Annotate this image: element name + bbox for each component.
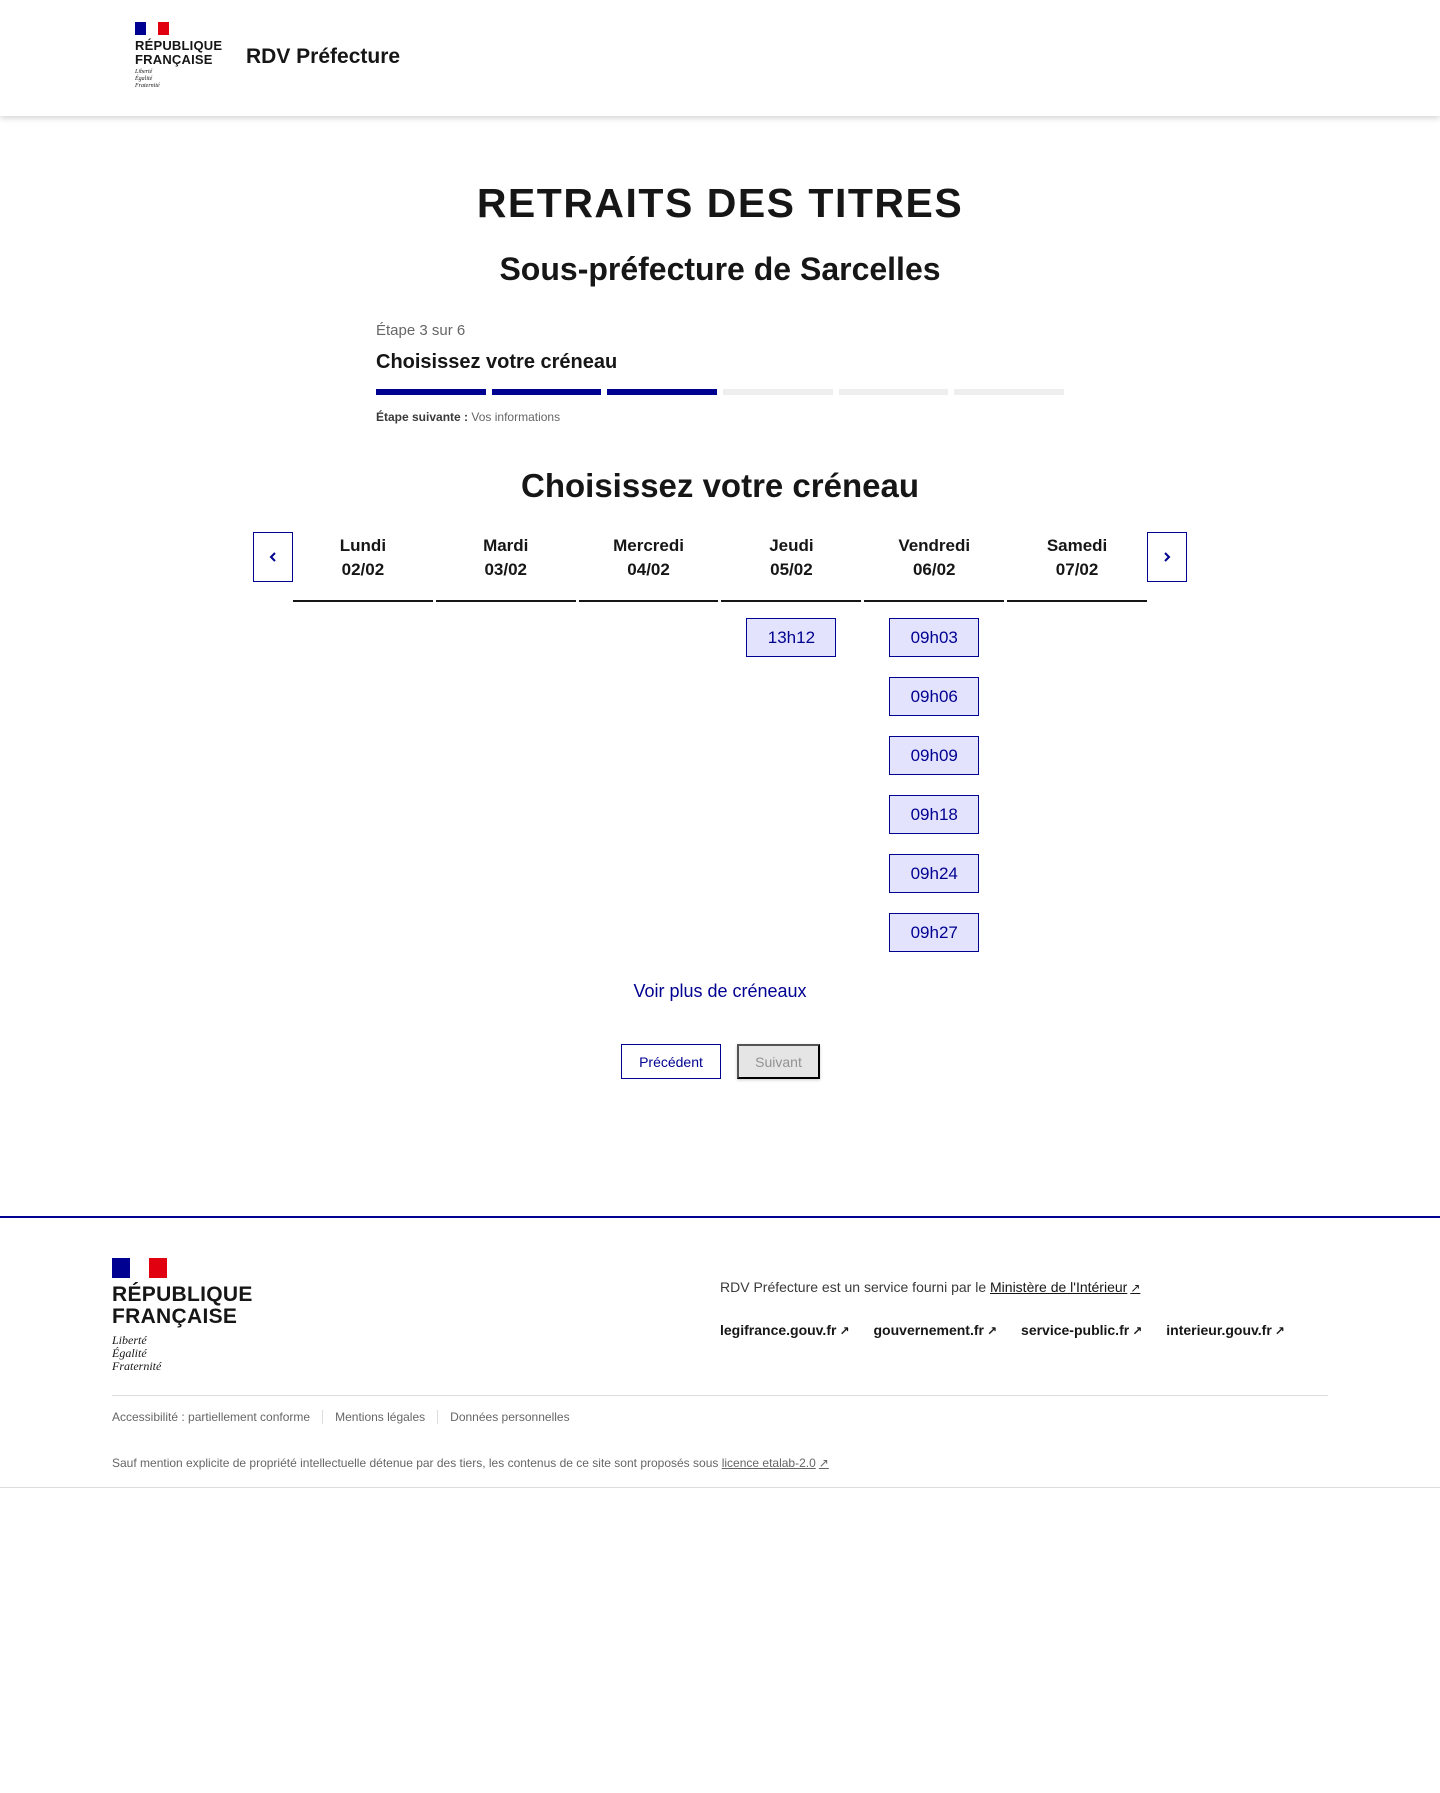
- next-week-button[interactable]: [1147, 532, 1187, 582]
- day-header: Samedi 07/02: [1007, 532, 1147, 602]
- previous-week-button[interactable]: [253, 532, 293, 582]
- footer-links: [720, 1322, 1285, 1338]
- external-link-icon: ↗: [1132, 1324, 1143, 1338]
- logo-motto: Liberté Égalité Fraternité: [135, 69, 160, 89]
- external-link-icon: ↗: [1130, 1281, 1141, 1295]
- site-header: [0, 0, 1440, 116]
- footer-description: [720, 1279, 1140, 1295]
- legal-notice-link[interactable]: Mentions légales: [323, 1410, 438, 1424]
- step-progress-bar: [376, 389, 1064, 395]
- day-header: Jeudi 05/02: [721, 532, 861, 602]
- footer-divider: [112, 1395, 1328, 1396]
- day-column: [436, 532, 576, 952]
- service-public-link[interactable]: service-public.fr ↗: [1021, 1322, 1143, 1338]
- logo-text: RÉPUBLIQUE FRANÇAISE: [135, 38, 223, 67]
- external-link-icon: ↗: [986, 1324, 998, 1338]
- step-segment: [376, 389, 486, 395]
- external-link-icon: ↗: [818, 1456, 829, 1470]
- day-slots: [864, 602, 1004, 952]
- license-text: Sauf mention explicite de propriété intellectuelle détenue par des tiers, les contenus de ce site sont proposés sous: [112, 1456, 719, 1470]
- french-flag-icon: [135, 22, 169, 35]
- interieur-link[interactable]: interieur.gouv.fr ↗: [1166, 1322, 1285, 1338]
- more-slots-link[interactable]: Voir plus de créneaux: [633, 981, 807, 1001]
- step-next-value: Vos informations: [471, 410, 561, 424]
- service-name[interactable]: RDV Préfecture: [246, 45, 401, 68]
- gouvernement-link[interactable]: gouvernement.fr ↗: [873, 1322, 998, 1338]
- republique-francaise-logo[interactable]: [135, 22, 225, 94]
- step-segment: [839, 389, 949, 395]
- logo-motto: Liberté Égalité Fraternité: [112, 1333, 162, 1373]
- footer-license: [112, 1456, 829, 1470]
- site-footer: [0, 1216, 1440, 1488]
- french-flag-icon: [112, 1258, 167, 1278]
- time-slot-button[interactable]: 09h06: [889, 677, 979, 716]
- day-header: Mardi 03/02: [436, 532, 576, 602]
- time-slot-button[interactable]: 09h03: [889, 618, 979, 657]
- step-segment: [607, 389, 717, 395]
- step-next: [376, 410, 1064, 424]
- time-slot-button[interactable]: 09h09: [889, 736, 979, 775]
- day-column: [579, 532, 719, 952]
- time-slot-button[interactable]: 09h24: [889, 854, 979, 893]
- slots-title: Choisissez votre créneau: [521, 467, 919, 504]
- chevron-left-icon: [267, 551, 279, 563]
- accessibility-link[interactable]: Accessibilité : partiellement conforme: [112, 1410, 323, 1424]
- day-column: [721, 532, 861, 952]
- external-link-icon: ↗: [839, 1324, 850, 1338]
- previous-button[interactable]: Précédent: [621, 1044, 721, 1079]
- time-slot-button[interactable]: 13h12: [746, 618, 836, 657]
- step-next-label: Étape suivante :: [376, 410, 469, 424]
- ministere-link[interactable]: Ministère de l'Intérieur ↗: [990, 1279, 1141, 1295]
- footer-bottom-links: [112, 1410, 582, 1424]
- day-header: Mercredi 04/02: [579, 532, 719, 602]
- personal-data-link[interactable]: Données personnelles: [450, 1410, 570, 1424]
- external-link-icon: ↗: [1274, 1324, 1285, 1338]
- republique-francaise-logo[interactable]: [112, 1258, 253, 1373]
- day-column: [864, 532, 1004, 952]
- day-slots: [436, 602, 576, 618]
- stepper: [376, 322, 1064, 424]
- calendar-days: [293, 532, 1147, 952]
- footer-desc-text: RDV Préfecture est un service fourni par le: [720, 1279, 987, 1295]
- day-slots: [579, 602, 719, 618]
- day-slots: [293, 602, 433, 618]
- legifrance-link[interactable]: legifrance.gouv.fr ↗: [720, 1322, 850, 1338]
- day-header: Vendredi 06/02: [864, 532, 1004, 602]
- day-slots: [721, 602, 861, 657]
- step-segment: [723, 389, 833, 395]
- step-segment: [492, 389, 602, 395]
- day-column: [1007, 532, 1147, 952]
- time-slot-button[interactable]: 09h18: [889, 795, 979, 834]
- page-title: RETRAITS DES TITRES: [476, 180, 964, 226]
- day-slots: [1007, 602, 1147, 618]
- logo-text: RÉPUBLIQUE FRANÇAISE: [112, 1283, 253, 1328]
- day-column: [293, 532, 433, 952]
- day-header: Lundi 02/02: [293, 532, 433, 602]
- step-title: Choisissez votre créneau: [376, 351, 618, 373]
- chevron-right-icon: [1161, 551, 1173, 563]
- step-segment: [954, 389, 1064, 395]
- step-count: Étape 3 sur 6: [376, 322, 466, 339]
- time-slot-button[interactable]: 09h27: [889, 913, 979, 952]
- page-subtitle: Sous-préfecture de Sarcelles: [499, 251, 941, 287]
- license-link[interactable]: licence etalab-2.0 ↗: [721, 1456, 829, 1470]
- next-button[interactable]: Suivant: [737, 1044, 820, 1079]
